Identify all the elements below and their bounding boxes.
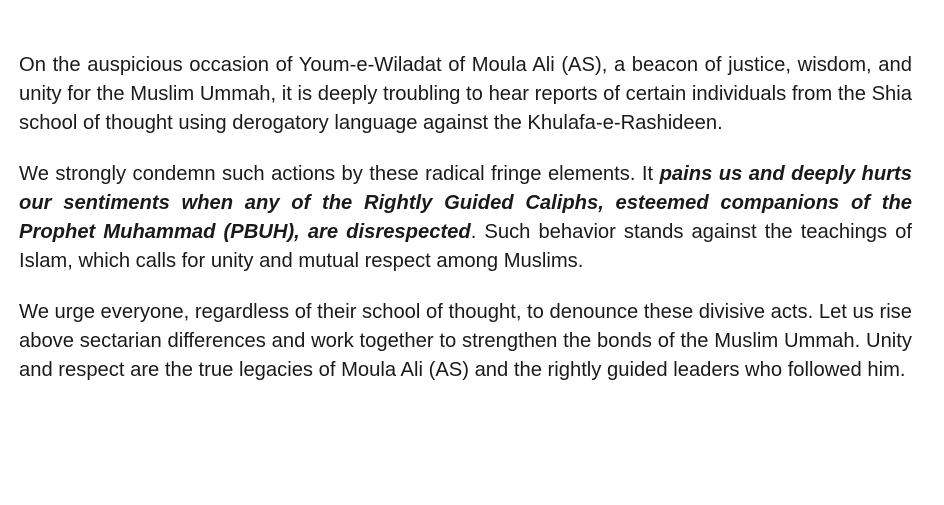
condemnation-tail: . Such behavior stands against the teachings of Islam, which calls for unity and mutual respect among Muslims.	[19, 221, 913, 272]
paragraph-occasion: On the auspicious occasion of Youm-e-Wiladat of Moula Ali (AS), a beacon of justice, wisdom, and unity for the Muslim Ummah, it is deeply troubling to hear reports of certain individuals from the Shia school of thought using derogatory language against the Khulafa-e-Rashideen.	[19, 54, 912, 134]
condemnation-emphasis: pains us and deeply hurts our sentiments when any of the Rightly Guided Caliphs, esteemed companions of the Prophet Muhammad (PBUH), are disrespected	[19, 163, 912, 243]
statement-body	[19, 51, 912, 385]
paragraph-call-to-unity: We urge everyone, regardless of their school of thought, to denounce these divisive acts. Let us rise above sectarian differences and work together to strengthen the bonds of the Muslim Ummah. Unity and respect are the true legacies of Moula Ali (AS) and the rightly guided leaders who followed him.	[19, 301, 912, 381]
paragraph-condemnation	[19, 160, 912, 276]
condemnation-lead: We strongly condemn such actions by these radical fringe elements. It	[19, 163, 660, 185]
